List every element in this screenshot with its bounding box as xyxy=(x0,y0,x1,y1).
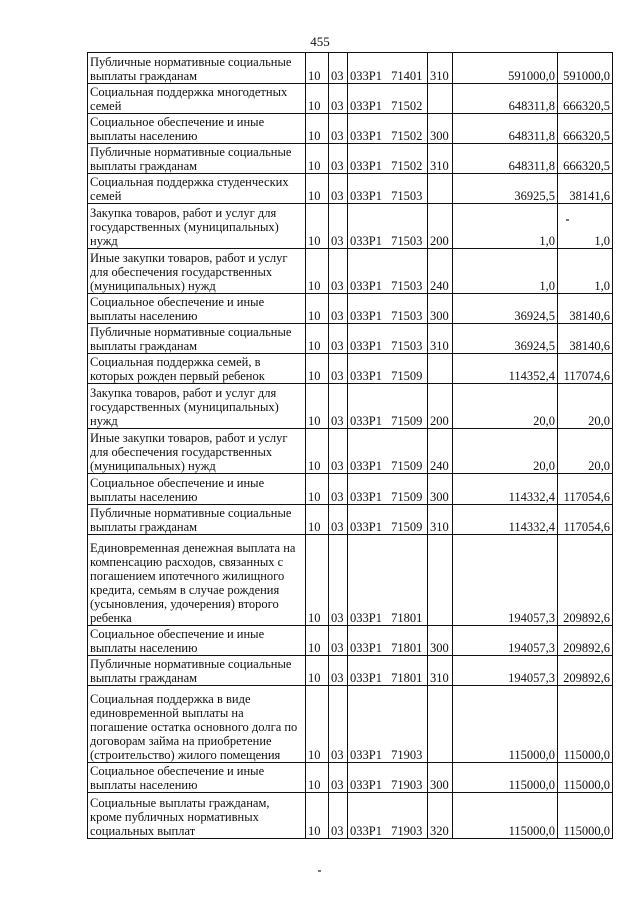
row-sum-year2: 209892,6 xyxy=(558,656,613,686)
row-section: 10 xyxy=(306,429,329,474)
row-target-article: 033Р1 71503 xyxy=(348,249,428,294)
table-row xyxy=(88,384,613,429)
row-sum-year1: 114352,4 xyxy=(453,354,558,384)
row-expense-type xyxy=(428,535,453,626)
row-target-article: 033Р1 71503 xyxy=(348,174,428,204)
row-section: 10 xyxy=(306,249,329,294)
row-section: 10 xyxy=(306,384,329,429)
row-sum-year1: 648311,8 xyxy=(453,84,558,114)
row-sum-year1: 194057,3 xyxy=(453,535,558,626)
table-row xyxy=(88,174,613,204)
row-expense-type: 200 xyxy=(428,204,453,249)
row-name: Публичные нормативные социальные выплаты гражданам xyxy=(88,144,306,174)
row-target-article: 033Р1 71903 xyxy=(348,686,428,763)
row-name: Иные закупки товаров, работ и услуг для обеспечения государственных (муниципальных) нужд xyxy=(88,249,306,294)
row-expense-type: 310 xyxy=(428,324,453,354)
row-sum-year2: 666320,5 xyxy=(558,144,613,174)
row-expense-type: 300 xyxy=(428,763,453,793)
row-expense-type xyxy=(428,174,453,204)
row-sum-year1: 20,0 xyxy=(453,429,558,474)
row-target-article: 033Р1 71503 xyxy=(348,294,428,324)
row-name: Социальное обеспечение и иные выплаты населению xyxy=(88,474,306,505)
row-expense-type: 300 xyxy=(428,474,453,505)
row-section: 10 xyxy=(306,204,329,249)
row-name: Социальные выплаты гражданам, кроме публичных нормативных социальных выплат xyxy=(88,793,306,839)
row-subsection: 03 xyxy=(329,535,348,626)
row-expense-type: 240 xyxy=(428,249,453,294)
row-target-article: 033Р1 71801 xyxy=(348,626,428,656)
row-expense-type: 310 xyxy=(428,656,453,686)
table-row xyxy=(88,626,613,656)
row-name: Социальное обеспечение и иные выплаты населению xyxy=(88,294,306,324)
row-sum-year2: 1,0 xyxy=(558,249,613,294)
row-expense-type: 300 xyxy=(428,114,453,144)
row-target-article: 033Р1 71503 xyxy=(348,204,428,249)
row-target-article: 033Р1 71509 xyxy=(348,505,428,535)
row-sum-year2: 20,0 xyxy=(558,384,613,429)
row-subsection: 03 xyxy=(329,686,348,763)
budget-table xyxy=(87,52,613,839)
row-expense-type: 320 xyxy=(428,793,453,839)
table-body xyxy=(88,53,613,839)
row-sum-year1: 648311,8 xyxy=(453,114,558,144)
table-row xyxy=(88,474,613,505)
row-subsection: 03 xyxy=(329,384,348,429)
row-subsection: 03 xyxy=(329,656,348,686)
table-row xyxy=(88,429,613,474)
row-sum-year2: 115000,0 xyxy=(558,793,613,839)
row-target-article: 033Р1 71903 xyxy=(348,763,428,793)
row-subsection: 03 xyxy=(329,144,348,174)
table-row xyxy=(88,144,613,174)
row-name: Социальная поддержка в виде единовременной выплаты на погашение остатка основного долга по договорам займа на приобретение (строительство) жилого помещения xyxy=(88,686,306,763)
row-sum-year1: 648311,8 xyxy=(453,144,558,174)
row-sum-year1: 36925,5 xyxy=(453,174,558,204)
row-section: 10 xyxy=(306,793,329,839)
row-name: Социальная поддержка многодетных семей xyxy=(88,84,306,114)
row-expense-type xyxy=(428,84,453,114)
row-section: 10 xyxy=(306,626,329,656)
row-section: 10 xyxy=(306,324,329,354)
row-sum-year1: 115000,0 xyxy=(453,793,558,839)
row-sum-year2: 38141,6 xyxy=(558,174,613,204)
row-sum-year2: 209892,6 xyxy=(558,535,613,626)
table-row xyxy=(88,249,613,294)
row-sum-year2: 115000,0 xyxy=(558,686,613,763)
row-sum-year1: 20,0 xyxy=(453,384,558,429)
row-section: 10 xyxy=(306,174,329,204)
row-sum-year2: 117074,6 xyxy=(558,354,613,384)
row-sum-year2: 20,0 xyxy=(558,429,613,474)
row-target-article: 033Р1 71502 xyxy=(348,144,428,174)
row-subsection: 03 xyxy=(329,114,348,144)
row-name: Публичные нормативные социальные выплаты гражданам xyxy=(88,505,306,535)
table-row xyxy=(88,535,613,626)
row-name: Социальная поддержка студенческих семей xyxy=(88,174,306,204)
row-target-article: 033Р1 71903 xyxy=(348,793,428,839)
scan-speck xyxy=(566,219,569,221)
row-expense-type: 310 xyxy=(428,144,453,174)
row-sum-year1: 194057,3 xyxy=(453,626,558,656)
row-sum-year1: 1,0 xyxy=(453,249,558,294)
row-name: Социальное обеспечение и иные выплаты населению xyxy=(88,114,306,144)
row-subsection: 03 xyxy=(329,249,348,294)
row-section: 10 xyxy=(306,53,329,84)
table-row xyxy=(88,793,613,839)
row-target-article: 033Р1 71801 xyxy=(348,535,428,626)
row-expense-type: 300 xyxy=(428,626,453,656)
row-target-article: 033Р1 71502 xyxy=(348,84,428,114)
table-row xyxy=(88,656,613,686)
row-subsection: 03 xyxy=(329,294,348,324)
row-section: 10 xyxy=(306,535,329,626)
row-sum-year2: 591000,0 xyxy=(558,53,613,84)
row-subsection: 03 xyxy=(329,429,348,474)
table-row xyxy=(88,505,613,535)
row-target-article: 033Р1 71401 xyxy=(348,53,428,84)
row-sum-year1: 115000,0 xyxy=(453,686,558,763)
row-name: Социальная поддержка семей, в которых рожден первый ребенок xyxy=(88,354,306,384)
row-subsection: 03 xyxy=(329,354,348,384)
row-target-article: 033Р1 71502 xyxy=(348,114,428,144)
row-subsection: 03 xyxy=(329,204,348,249)
row-sum-year2: 38140,6 xyxy=(558,324,613,354)
row-target-article: 033Р1 71503 xyxy=(348,324,428,354)
row-subsection: 03 xyxy=(329,505,348,535)
row-sum-year1: 114332,4 xyxy=(453,505,558,535)
row-sum-year2: 117054,6 xyxy=(558,505,613,535)
table-row xyxy=(88,763,613,793)
row-subsection: 03 xyxy=(329,763,348,793)
row-sum-year1: 591000,0 xyxy=(453,53,558,84)
row-target-article: 033Р1 71509 xyxy=(348,429,428,474)
row-section: 10 xyxy=(306,763,329,793)
row-subsection: 03 xyxy=(329,53,348,84)
row-sum-year1: 194057,3 xyxy=(453,656,558,686)
row-sum-year2: 1,0 xyxy=(558,204,613,249)
row-subsection: 03 xyxy=(329,174,348,204)
row-name: Публичные нормативные социальные выплаты гражданам xyxy=(88,656,306,686)
row-sum-year1: 114332,4 xyxy=(453,474,558,505)
row-name: Социальное обеспечение и иные выплаты населению xyxy=(88,626,306,656)
table-row xyxy=(88,114,613,144)
row-name: Единовременная денежная выплата на компенсацию расходов, связанных с погашением ипотечного жилищного кредита, семьям в случае рождения (усыновления, удочерения) второго ребенка xyxy=(88,535,306,626)
row-sum-year2: 666320,5 xyxy=(558,114,613,144)
row-name: Социальное обеспечение и иные выплаты населению xyxy=(88,763,306,793)
row-name: Закупка товаров, работ и услуг для государственных (муниципальных) нужд xyxy=(88,204,306,249)
row-section: 10 xyxy=(306,505,329,535)
row-expense-type xyxy=(428,354,453,384)
row-sum-year2: 666320,5 xyxy=(558,84,613,114)
row-name: Иные закупки товаров, работ и услуг для обеспечения государственных (муниципальных) нужд xyxy=(88,429,306,474)
row-subsection: 03 xyxy=(329,793,348,839)
row-section: 10 xyxy=(306,114,329,144)
page-number: 455 xyxy=(310,34,330,49)
row-section: 10 xyxy=(306,686,329,763)
row-expense-type: 240 xyxy=(428,429,453,474)
table-row xyxy=(88,84,613,114)
table-row xyxy=(88,204,613,249)
row-sum-year1: 1,0 xyxy=(453,204,558,249)
row-expense-type: 200 xyxy=(428,384,453,429)
row-expense-type: 310 xyxy=(428,505,453,535)
row-name: Публичные нормативные социальные выплаты гражданам xyxy=(88,53,306,84)
row-sum-year1: 36924,5 xyxy=(453,324,558,354)
row-sum-year2: 38140,6 xyxy=(558,294,613,324)
row-target-article: 033Р1 71801 xyxy=(348,656,428,686)
row-subsection: 03 xyxy=(329,324,348,354)
row-name: Закупка товаров, работ и услуг для государственных (муниципальных) нужд xyxy=(88,384,306,429)
row-expense-type: 300 xyxy=(428,294,453,324)
row-subsection: 03 xyxy=(329,626,348,656)
row-target-article: 033Р1 71509 xyxy=(348,354,428,384)
row-expense-type: 310 xyxy=(428,53,453,84)
row-section: 10 xyxy=(306,474,329,505)
table-row xyxy=(88,53,613,84)
row-section: 10 xyxy=(306,144,329,174)
row-target-article: 033Р1 71509 xyxy=(348,384,428,429)
row-subsection: 03 xyxy=(329,474,348,505)
row-sum-year2: 115000,0 xyxy=(558,763,613,793)
row-sum-year2: 117054,6 xyxy=(558,474,613,505)
row-section: 10 xyxy=(306,656,329,686)
table-row xyxy=(88,324,613,354)
row-sum-year2: 209892,6 xyxy=(558,626,613,656)
row-sum-year1: 36924,5 xyxy=(453,294,558,324)
table-row xyxy=(88,686,613,763)
row-section: 10 xyxy=(306,294,329,324)
row-section: 10 xyxy=(306,84,329,114)
table-row xyxy=(88,294,613,324)
row-sum-year1: 115000,0 xyxy=(453,763,558,793)
scan-speck xyxy=(318,870,321,872)
row-target-article: 033Р1 71509 xyxy=(348,474,428,505)
row-name: Публичные нормативные социальные выплаты гражданам xyxy=(88,324,306,354)
row-subsection: 03 xyxy=(329,84,348,114)
table-row xyxy=(88,354,613,384)
row-expense-type xyxy=(428,686,453,763)
row-section: 10 xyxy=(306,354,329,384)
